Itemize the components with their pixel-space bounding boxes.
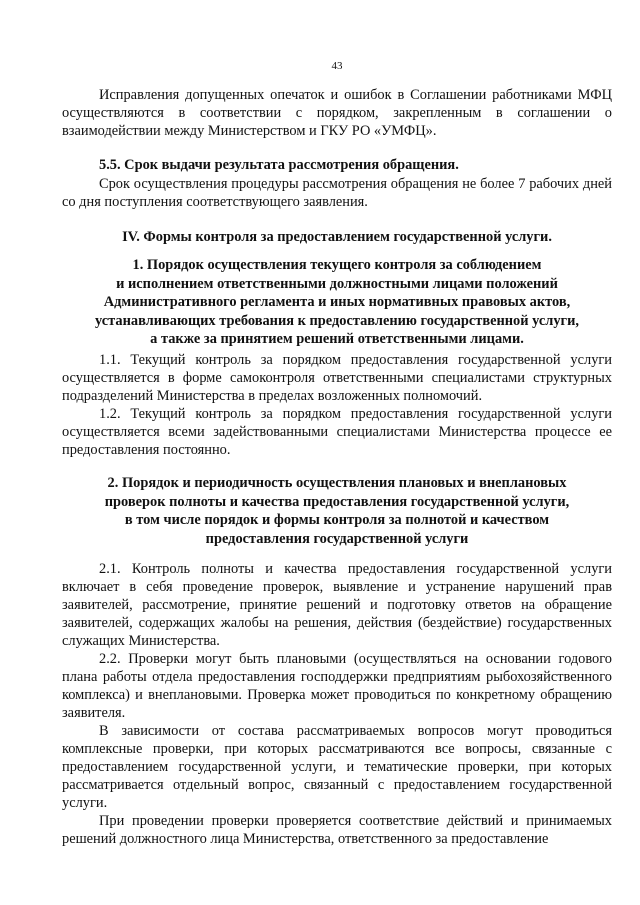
heading-section-1-line: 1. Порядок осуществления текущего контроля за соблюдением	[132, 257, 542, 273]
paragraph-2-2: 2.2. Проверки могут быть плановыми (осуществляться на основании годового плана работы отдела предоставления господдержки предприятиям рыбохозяйственного комплекса) и внеплановыми. Проверка может проводиться по конкретному обращению заявителя.	[62, 651, 612, 721]
paragraph-1-2: 1.2. Текущий контроль за порядком предоставления государственной услуги осуществляется всеми задействованными специалистами Министерства процессе ее предоставления постоянно.	[62, 406, 612, 458]
heading-section-iv: IV. Формы контроля за предоставлением государственной услуги.	[122, 229, 552, 245]
heading-section-2-line: предоставления государственной услуги	[205, 530, 469, 547]
heading-section-2-line: проверок полноты и качества предоставления государственной услуги,	[104, 493, 570, 510]
heading-section-2-line: 2. Порядок и периодичность осуществления плановых и внеплановых	[107, 475, 567, 491]
heading-section-1-line: а также за принятием решений ответственными лицами.	[150, 331, 524, 347]
heading-section-2-line: в том числе порядок и формы контроля за полнотой и качеством	[124, 512, 550, 528]
heading-section-1-line: и исполнением ответственными должностными лицами положений	[116, 275, 558, 292]
heading-section-1-line: устанавливающих требования к предоставлению государственной услуги,	[95, 312, 579, 329]
paragraph-2-1: 2.1. Контроль полноты и качества предоставления государственной услуги включает в себя проведение проверок, выявление и устранение нарушений прав заявителей, рассмотрение, принятие решений и подготовку ответов на обращение заявителей, содержащих жалобы на решения, действия (бездействие) государственных служащих Министерства.	[62, 561, 612, 649]
paragraph-complex-checks: В зависимости от состава рассматриваемых вопросов могут проводиться комплексные проверки, при которых рассматриваются все вопросы, связанные с предоставлением государственной услуги, и тематические проверки, при которых рассматривается отдельный вопрос, связанный с предоставлением государственной услуги.	[62, 723, 612, 811]
paragraph-1-1: 1.1. Текущий контроль за порядком предоставления государственной услуги осуществляется в форме самоконтроля ответственными специалистами структурных подразделений Министерства в пределах возложенных полномочий.	[62, 352, 612, 404]
heading-section-1	[62, 256, 612, 349]
paragraph-5-5: Срок осуществления процедуры рассмотрения обращения не более 7 рабочих дней со дня поступления соответствующего заявления.	[62, 176, 612, 210]
paragraph-check-compliance: При проведении проверки проверяется соответствие действий и принимаемых решений должностного лица Министерства, ответственного за предоставление	[62, 813, 612, 847]
heading-section-2	[62, 474, 612, 548]
heading-section-1-line: Административного регламента и иных нормативных правовых актов,	[103, 294, 571, 310]
heading-5-5: 5.5. Срок выдачи результата рассмотрения обращения.	[99, 157, 459, 173]
page-number: 43	[331, 60, 343, 72]
paragraph-corrections: Исправления допущенных опечаток и ошибок в Соглашении работниками МФЦ осуществляются в соответствии с порядком, закрепленным в соглашении о взаимодействии между Министерством и ГКУ РО «УМФЦ».	[62, 87, 612, 139]
